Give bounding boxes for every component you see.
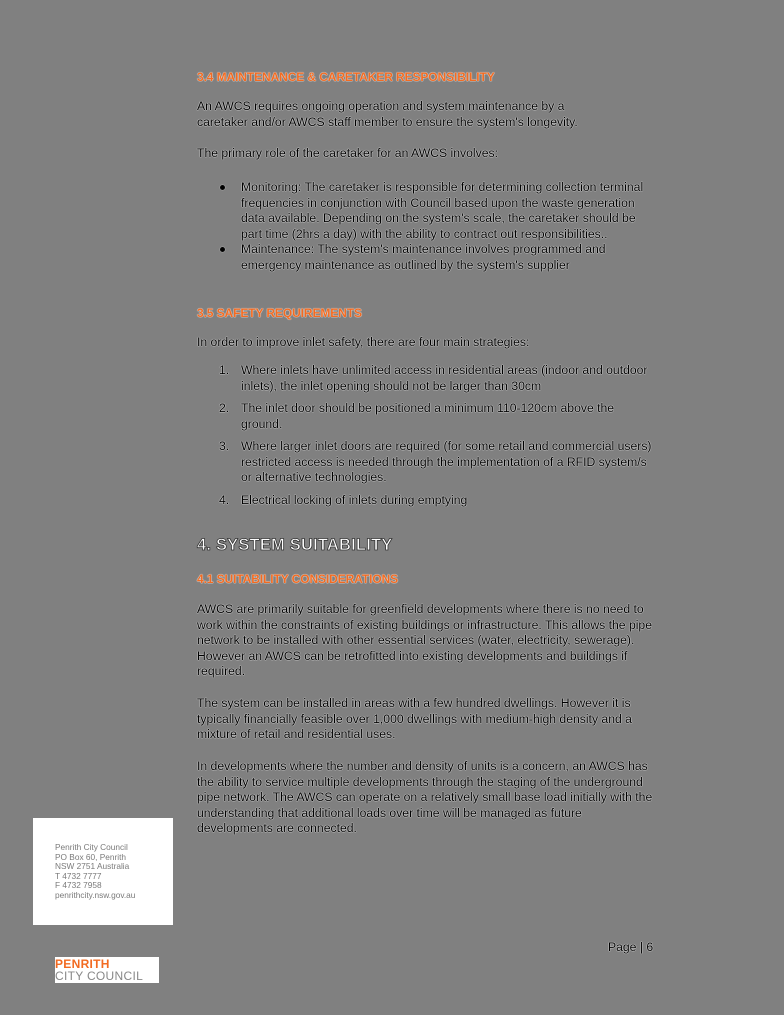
list-item-text: Electrical locking of inlets during emptying (241, 492, 468, 507)
council-address-box (33, 818, 173, 925)
list-item-text: Where inlets have unlimited access in residential areas (indoor and outdoor inlets), the inlet opening should not be larger than 30cm (241, 363, 648, 393)
address-line-po-box: PO Box 60, Penrith (55, 851, 127, 862)
logo-penrith-text: PENRITH (55, 957, 110, 971)
list-item-strategy-3 (197, 439, 653, 486)
logo-city-council-text: CITY COUNCIL (55, 969, 144, 983)
list-number: 2. (219, 401, 230, 415)
address-line-state: NSW 2751 Australia (55, 861, 130, 872)
address-phone: T 4732 7777 (55, 870, 102, 881)
section-3-4-heading: 3.4 MAINTENANCE & CARETAKER RESPONSIBILITY (197, 70, 495, 84)
page-number: Page | 6 (608, 940, 654, 954)
section-4-1-paragraph-1: AWCS are primarily suitable for greenfield developments where there is no need to work within the constraints of existing buildings or infrastructure. This allows the pipe network to be installed with other essential services (water, electricity, sewerage). However an AWCS can be retrofitted into existing developments and buildings if required. (197, 602, 652, 678)
section-4-1-paragraph-2: The system can be installed in areas with a few hundred dwellings. However it is typically financially feasible over 1,000 dwellings with medium-high density and a mixture of retail and residential uses. (197, 696, 632, 741)
address-fax: F 4732 7958 (55, 880, 102, 891)
bullet-icon (220, 185, 225, 190)
list-item-maintenance (197, 242, 659, 273)
list-item-monitoring (197, 180, 659, 242)
section-3-5-heading: 3.5 SAFETY REQUIREMENTS (197, 306, 362, 320)
address-website: penrithcity.nsw.gov.au (55, 889, 136, 900)
section-3-4-paragraph-1: An AWCS requires ongoing operation and system maintenance by a caretaker and/or AWCS staff member to ensure the system's longevity. (197, 99, 578, 129)
section-4-1-paragraph-3: In developments where the number and density of units is a concern, an AWCS has the ability to service multiple developments through the staging of the underground pipe network. The AWCS can operate on a relatively small base load initially with the understanding that additional loads over time will be managed as future developments are connected. (197, 759, 653, 835)
list-number: 4. (219, 492, 230, 507)
list-number: 1. (219, 363, 230, 377)
list-item-text: Where larger inlet doors are required (for some retail and commercial users) restricted access is needed through the implementation of a RFID system/s or alternative technologies. (241, 439, 652, 484)
address-line-name: Penrith City Council (55, 842, 128, 852)
council-address (55, 843, 135, 901)
caretaker-role-list (197, 180, 659, 273)
list-item-text: The inlet door should be positioned a minimum 110-120cm above the ground. (241, 401, 615, 431)
list-item-strategy-4 (197, 493, 653, 509)
section-3-4-paragraph-2: The primary role of the caretaker for an AWCS involves: (197, 146, 498, 160)
bullet-icon (220, 247, 225, 252)
section-3-5-intro: In order to improve inlet safety, there are four main strategies: (197, 335, 530, 349)
list-number: 3. (219, 439, 230, 453)
list-item-text: Monitoring: The caretaker is responsible for determining collection terminal frequencies in conjunction with Council based upon the waste generation data available. Depending on the system's scale, the caretaker should be part time (2hrs a day) with the ability to contract out responsibilities.. (241, 180, 644, 241)
section-4-1-heading: 4.1 SUITABILITY CONSIDERATIONS (197, 572, 399, 586)
list-item-strategy-2 (197, 401, 653, 432)
list-item-strategy-1 (197, 363, 653, 394)
penrith-city-council-logo (55, 957, 159, 983)
list-item-text: Maintenance: The system's maintenance involves programmed and emergency maintenance as outlined by the system's supplier (241, 242, 606, 272)
section-4-heading: 4. SYSTEM SUITABILITY (197, 536, 393, 554)
safety-strategies-list (197, 363, 653, 515)
